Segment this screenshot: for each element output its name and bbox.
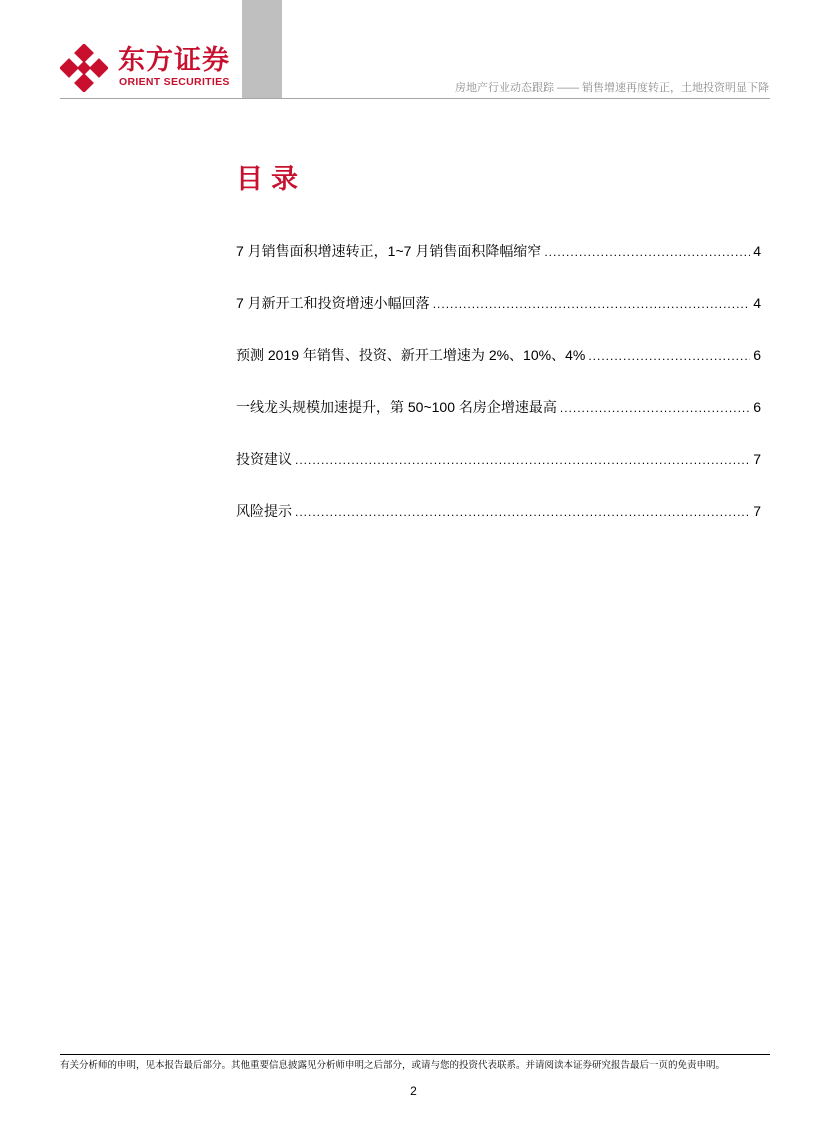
logo-chinese-name: 东方证券 [118,45,230,75]
page-number: 2 [410,1084,417,1098]
toc-entry-label: 投资建议 [236,451,292,467]
running-header [455,83,769,94]
toc-entry-page: 7 [753,451,761,467]
header-separator: —— [557,82,579,94]
toc-entry-page: 4 [753,243,761,259]
company-logo [60,44,260,92]
footer-disclaimer: 有关分析师的申明，见本报告最后部分。其他重要信息披露见分析师申明之后部分，或请与您的投资代表联系。并请阅读本证券研究报告最后一页的免责申明。 [60,1060,726,1071]
footer-divider [60,1054,770,1055]
toc-entry[interactable] [236,345,761,397]
toc-leader-dots [433,294,751,314]
toc-entry-label: 7 月销售面积增速转正，1~7 月销售面积降幅缩窄 [236,243,542,259]
report-title: 销售增速再度转正，土地投资明显下降 [582,82,769,94]
toc-entry-page: 6 [753,399,761,415]
toc-leader-dots [560,398,750,418]
toc-entry[interactable] [236,293,761,345]
toc-leader-dots [588,346,750,366]
toc-leader-dots [295,502,750,522]
toc-entry[interactable] [236,397,761,449]
toc-entry[interactable] [236,449,761,501]
toc-title: 目录 [236,164,306,195]
toc-entry-page: 6 [753,347,761,363]
toc-entry-label: 预测 2019 年销售、投资、新开工增速为 2%、10%、4% [236,347,586,363]
toc-leader-dots [295,450,750,470]
toc-entry-label: 一线龙头规模加速提升，第 50~100 名房企增速最高 [236,399,557,415]
header-divider [60,98,770,99]
toc-entry-page: 7 [753,503,761,519]
report-type: 房地产行业动态跟踪 [455,82,554,94]
toc-entry-page: 4 [753,295,761,311]
toc-entry-label: 7 月新开工和投资增速小幅回落 [236,295,430,311]
table-of-contents [236,241,761,553]
toc-entry[interactable] [236,501,761,553]
toc-entry[interactable] [236,241,761,293]
toc-entry-label: 风险提示 [236,503,292,519]
logo-english-name: ORIENT SECURITIES [119,76,230,88]
orient-logo-icon [60,44,108,92]
toc-leader-dots [544,242,750,262]
